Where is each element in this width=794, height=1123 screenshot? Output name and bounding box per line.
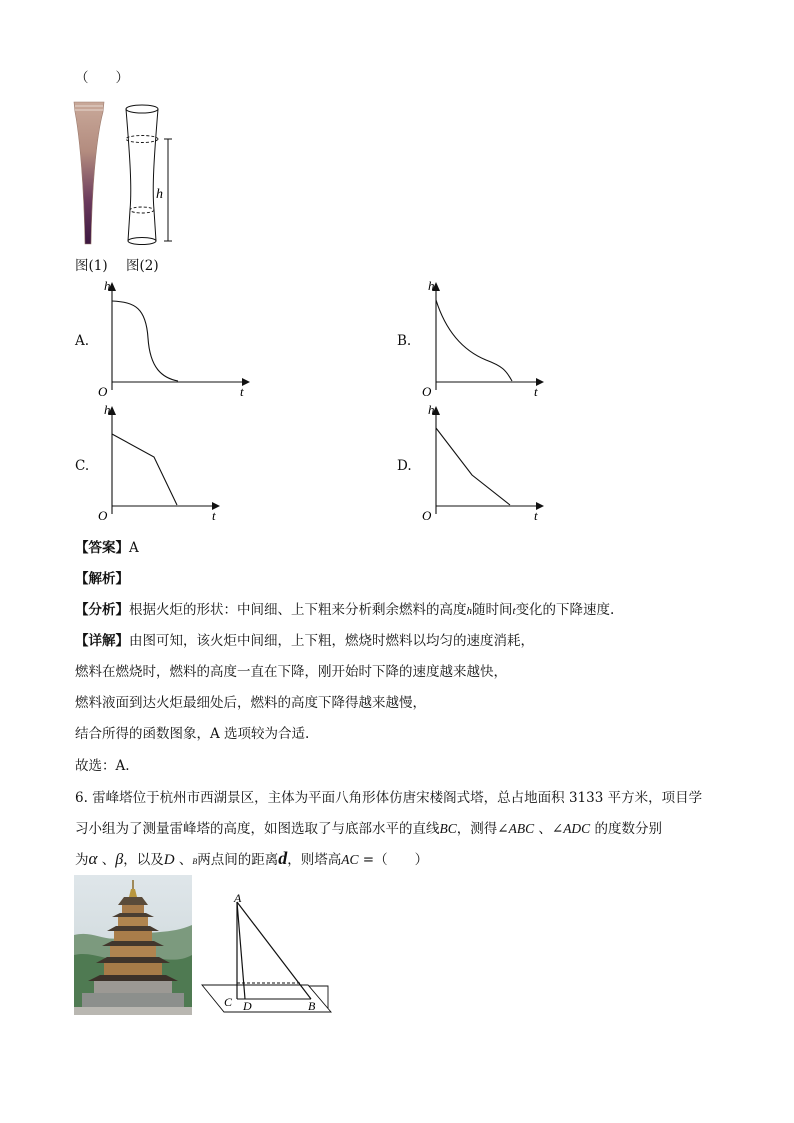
xiangjie-label: 【详解】 [75, 633, 129, 649]
q6-b-point: B [192, 857, 198, 866]
analysis-line-3: 燃料液面到达火炬最细处后，燃料的高度下降得越来越慢， [75, 695, 426, 711]
option-d-graph[interactable] [414, 402, 584, 524]
q6-d-point: D [163, 852, 175, 868]
point-b: B [308, 999, 316, 1013]
option-a-y-axis: h [104, 278, 111, 293]
q6-sep-2: 、 [174, 852, 193, 868]
option-b-y-axis: h [428, 278, 435, 293]
analysis-fenxi [75, 598, 614, 618]
pagoda-photo [74, 875, 192, 1015]
option-d-y-axis: h [428, 402, 435, 417]
analysis-line-2: 燃料在燃烧时，燃料的高度一直在下降，刚开始时下降的速度越来越快， [75, 664, 507, 680]
option-c-label[interactable]: C. [75, 458, 90, 474]
question-blank: （ ） [75, 70, 129, 86]
q6-text-2c: 、∠ [534, 821, 564, 837]
option-a-x-axis: t [240, 384, 244, 399]
option-c-x-axis: t [212, 508, 216, 523]
height-label: h [156, 187, 163, 202]
answer-value: A [129, 540, 139, 556]
option-b-x-axis: t [534, 384, 538, 399]
fenxi-text-2: 随时间 [472, 602, 513, 618]
answer-line [75, 536, 139, 556]
q6-beta: β [115, 851, 124, 868]
q6-text-3c: 两点间的距离 [197, 852, 279, 868]
q6-line-2 [75, 817, 662, 837]
option-a-label[interactable]: A. [75, 333, 90, 349]
torch-figure [70, 98, 110, 248]
analysis-xiangjie [75, 629, 534, 649]
q6-ac: AC [341, 852, 359, 867]
q6-text-3d: ，则塔高 [287, 852, 342, 868]
geometry-diagram [200, 890, 335, 1016]
option-c-origin: O [98, 508, 108, 523]
figure-1-caption: 图(1) [75, 258, 108, 274]
point-a: A [234, 891, 242, 905]
q6-alpha: α [88, 849, 98, 868]
fenxi-text-3: 变化的下降速度. [515, 602, 615, 618]
q6-text-2d: 的度数分别 [590, 821, 662, 837]
option-a-graph[interactable] [90, 278, 260, 400]
fenxi-text: 根据火炬的形状：中间细、上下粗来分析剩余燃料的高度 [129, 602, 467, 618]
option-d-label[interactable]: D. [397, 458, 412, 474]
q6-line-1: 6. 雷峰塔位于杭州市西湖景区，主体为平面八角形体仿唐宋楼阁式塔，总占地面积 3133 平方米，项目学 [75, 790, 703, 806]
q6-distance-d: d [278, 848, 288, 868]
option-c-graph[interactable] [90, 402, 260, 524]
q6-adc: ADC [563, 821, 591, 836]
q6-text-2b: ，测得∠ [456, 821, 509, 837]
option-c-y-axis: h [104, 402, 111, 417]
analysis-line-4: 结合所得的函数图象，A 选项较为合适. [75, 726, 310, 742]
analysis-label: 【解析】 [75, 571, 129, 587]
fenxi-t: t [512, 605, 516, 617]
torch-outline-figure [118, 98, 188, 250]
q6-abc: ABC [508, 821, 535, 836]
option-b-label[interactable]: B. [397, 333, 412, 349]
fenxi-label: 【分析】 [75, 602, 129, 618]
option-d-origin: O [422, 508, 432, 523]
option-d-x-axis: t [534, 508, 538, 523]
option-b-origin: O [422, 384, 432, 399]
q6-text-2a: 习小组为了测量雷峰塔的高度，如图选取了与底部水平的直线 [75, 821, 440, 837]
answer-label: 【答案】 [75, 540, 129, 556]
option-b-graph[interactable] [414, 278, 584, 400]
option-a-origin: O [98, 384, 108, 399]
q6-text-3b: ，以及 [123, 852, 164, 868]
fenxi-h: h [466, 605, 472, 617]
q6-line-3 [75, 848, 428, 869]
q6-text-3a: 为 [75, 852, 89, 868]
q6-bc: BC [439, 821, 457, 836]
analysis-conclusion: 故选：A. [75, 758, 130, 774]
xiangjie-text: 由图可知，该火炬中间细，上下粗，燃烧时燃料以均匀的速度消耗， [129, 633, 534, 649]
figure-2-caption: 图(2) [126, 258, 159, 274]
q6-sep-1: 、 [97, 852, 116, 868]
q6-text-3e: =（ ） [358, 852, 429, 868]
point-c: C [224, 995, 233, 1009]
point-d: D [243, 999, 252, 1013]
